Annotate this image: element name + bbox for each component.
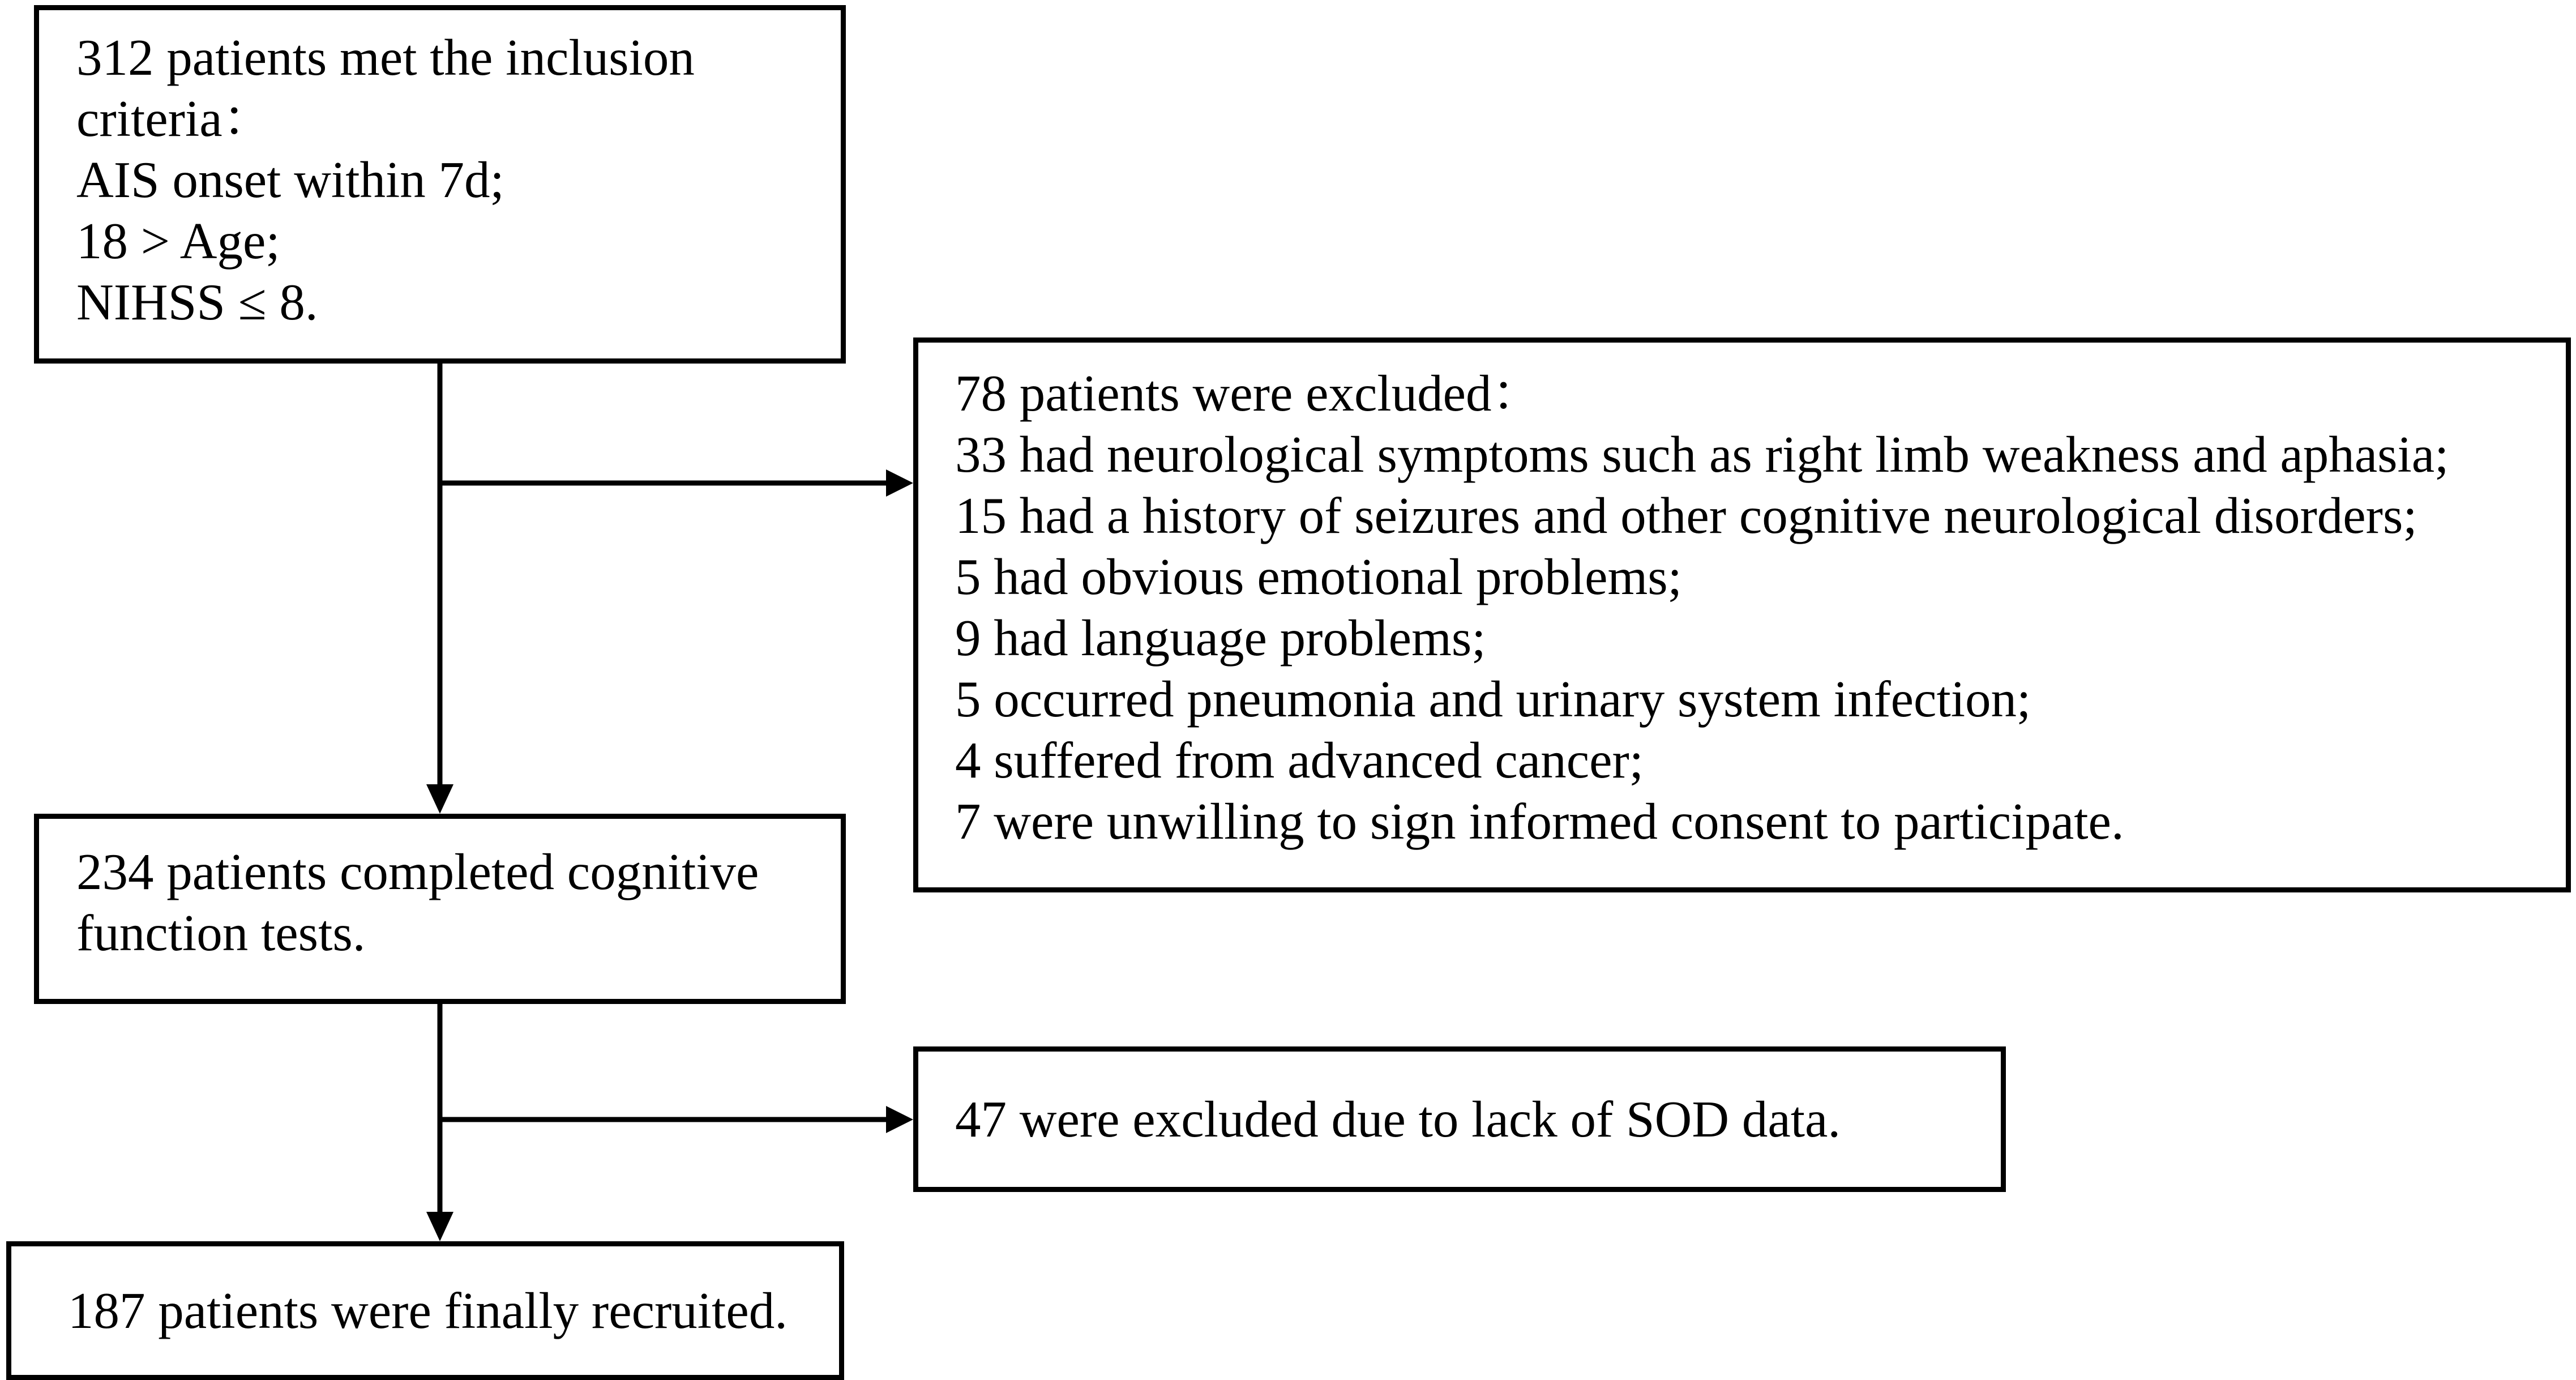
arrowhead-down-icon (426, 784, 453, 814)
exclusion-reasons-box (913, 337, 2571, 892)
exclusion-line: 9 had language problems; (955, 609, 1486, 666)
inclusion-line: AIS onset within 7d; (76, 151, 504, 208)
exclusion-line: 5 had obvious emotional problems; (955, 548, 1682, 605)
exclusion-line: 7 were unwilling to sign informed consent to participate. (955, 793, 2124, 850)
inclusion-line: 312 patients met the inclusion (76, 29, 695, 86)
exclusion-line: 4 suffered from advanced cancer; (955, 732, 1644, 789)
arrowhead-right-icon (886, 1106, 913, 1133)
inclusion-line: criteria： (76, 90, 274, 147)
exclusion-line: 78 patients were excluded： (955, 365, 1543, 422)
sod-exclusion-text: 47 were excluded due to lack of SOD data. (955, 1090, 1841, 1148)
completed-tests-box (34, 814, 846, 1004)
recruited-text: 187 patients were finally recruited. (68, 1281, 788, 1339)
arrowhead-right-icon (886, 469, 913, 497)
arrowhead-down-icon (426, 1212, 453, 1241)
completed-line: function tests. (76, 904, 366, 962)
inclusion-line: NIHSS ≤ 8. (76, 274, 318, 331)
exclusion-line: 5 occurred pneumonia and urinary system infection; (955, 670, 2031, 728)
inclusion-line: 18 > Age; (76, 212, 280, 270)
completed-line: 234 patients completed cognitive (76, 843, 759, 900)
final-recruited-box (6, 1241, 844, 1380)
exclusion-line: 33 had neurological symptoms such as right limb weakness and aphasia; (955, 426, 2449, 483)
inclusion-criteria-box (34, 5, 846, 364)
sod-exclusion-box (913, 1046, 2006, 1192)
exclusion-line: 15 had a history of seizures and other cognitive neurological disorders; (955, 487, 2417, 544)
